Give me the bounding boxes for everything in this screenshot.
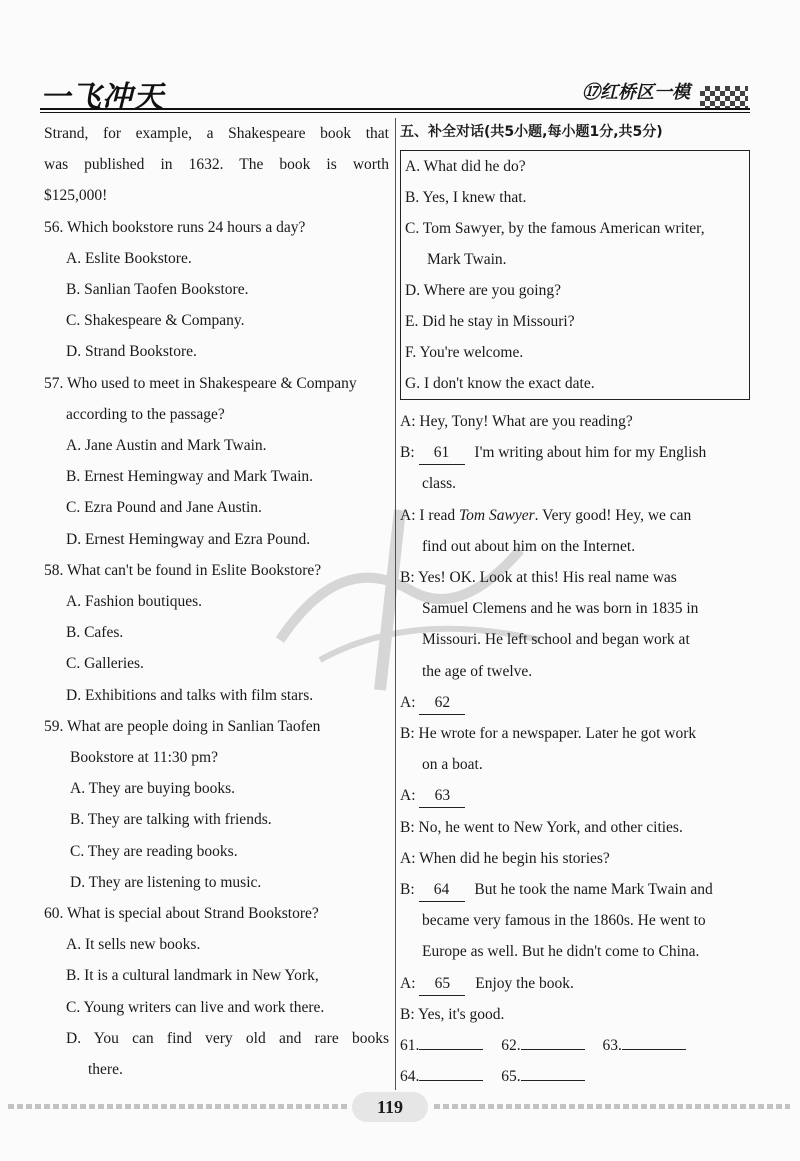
answer-field-63[interactable]	[622, 1033, 686, 1050]
option: C. Galleries.	[66, 655, 144, 673]
dialog-option: F. You're welcome.	[405, 344, 524, 361]
option: B. They are talking with friends.	[70, 811, 272, 829]
dialog-text: A: I read	[400, 506, 459, 524]
option: A. They are buying books.	[70, 780, 236, 798]
dialog-line: B: Yes, it's good.	[400, 1005, 505, 1023]
option: C. Ezra Pound and Jane Austin.	[66, 499, 262, 517]
answer-field-64[interactable]	[419, 1064, 483, 1081]
option: B. Cafes.	[66, 624, 124, 642]
question-58: 58. What can't be found in Eslite Bookstore?	[44, 561, 322, 579]
option: B. Ernest Hemingway and Mark Twain.	[66, 468, 314, 486]
dialog-line: find out about him on the Internet.	[422, 537, 636, 555]
answer-field-62[interactable]	[521, 1033, 585, 1050]
column-divider	[395, 118, 396, 1090]
brand-logo: 一飞冲天	[40, 80, 164, 115]
dialog-line: Missouri. He left school and began work at	[422, 631, 690, 649]
dialog-option: G. I don't know the exact date.	[405, 375, 595, 392]
speaker: B:	[400, 881, 415, 899]
footer-band-left	[8, 1104, 348, 1109]
dialog-line	[400, 687, 750, 718]
dialog-line: class.	[422, 475, 457, 493]
dialog-line: the age of twelve.	[422, 662, 533, 680]
answer-row	[400, 1030, 750, 1061]
speaker: A:	[400, 693, 416, 711]
dialog-line: on a boat.	[422, 756, 483, 774]
question-56: 56. Which bookstore runs 24 hours a day?	[44, 218, 306, 236]
dialog-option-cont: Mark Twain.	[427, 251, 507, 268]
blank-61: 61	[419, 442, 465, 465]
option: A. Fashion boutiques.	[66, 593, 203, 611]
dialog-option: C. Tom Sawyer, by the famous American writer,	[405, 220, 705, 237]
question-59-cont: Bookstore at 11:30 pm?	[70, 749, 218, 767]
dialog-option: E. Did he stay in Missouri?	[405, 313, 575, 330]
answer-label: 61.	[400, 1037, 420, 1055]
dialog-text: . Very good! Hey, we can	[534, 506, 692, 524]
answer-field-65[interactable]	[521, 1064, 585, 1081]
option: C. Shakespeare & Company.	[66, 312, 245, 330]
dialog-line: B: No, he went to New York, and other cities.	[400, 818, 683, 836]
dialog-option: B. Yes, I knew that.	[405, 189, 527, 206]
page-header	[40, 72, 760, 115]
question-60: 60. What is special about Strand Bookstore?	[44, 905, 319, 923]
section-tag: ⑰红桥区一模	[582, 82, 690, 103]
options-box	[400, 150, 750, 400]
option: D. Strand Bookstore.	[66, 343, 197, 361]
option: B. It is a cultural landmark in New York,	[66, 967, 319, 985]
answer-row	[400, 1061, 750, 1092]
speaker: A:	[400, 974, 416, 992]
blank-63: 63	[419, 785, 465, 808]
dialog-line: A: Hey, Tony! What are you reading?	[400, 413, 633, 430]
dialog-line: Samuel Clemens and he was born in 1835 in	[422, 600, 699, 618]
dialog-line: Europe as well. But he didn't come to China.	[422, 943, 700, 961]
header-rule-thin	[40, 112, 750, 113]
question-59: 59. What are people doing in Sanlian Taofen	[44, 717, 321, 735]
dialog-line: A: When did he begin his stories?	[400, 849, 610, 867]
blank-62: 62	[419, 692, 465, 715]
dialog-line	[400, 968, 750, 999]
answer-label: 62.	[501, 1037, 521, 1055]
answer-label: 65.	[501, 1068, 521, 1086]
answer-label: 63.	[602, 1037, 622, 1055]
question-57-cont: according to the passage?	[66, 405, 225, 423]
intro-line: Strand, for example, a Shakespeare book that	[44, 125, 389, 142]
dialog-line	[400, 437, 750, 468]
option: A. Jane Austin and Mark Twain.	[66, 437, 267, 455]
speaker: B:	[400, 444, 415, 462]
intro-line: was published in 1632. The book is worth	[44, 156, 389, 174]
option: B. Sanlian Taofen Bookstore.	[66, 281, 249, 299]
dialog-text: Enjoy the book.	[475, 974, 574, 992]
dialog-line: B: Yes! OK. Look at this! His real name was	[400, 569, 677, 587]
answer-label: 64.	[400, 1068, 420, 1086]
dialog-option: D. Where are you going?	[405, 282, 561, 299]
dialog-text: I'm writing about him for my English	[474, 444, 707, 462]
left-column	[44, 118, 389, 1085]
page-number: 119	[352, 1092, 428, 1122]
option: D. They are listening to music.	[70, 873, 262, 891]
option-cont: there.	[88, 1061, 123, 1079]
dialog-text: But he took the name Mark Twain and	[474, 881, 713, 899]
dialog-option: A. What did he do?	[405, 158, 526, 175]
dialog-line	[400, 500, 750, 531]
dialog-line: B: He wrote for a newspaper. Later he got work	[400, 725, 697, 743]
option: C. They are reading books.	[70, 842, 238, 860]
footer-band-right	[434, 1104, 790, 1109]
page-footer	[0, 1092, 800, 1122]
blank-65: 65	[419, 973, 465, 996]
question-57: 57. Who used to meet in Shakespeare & Company	[44, 374, 357, 392]
section-title: 五、补全对话(共5小题,每小题1分,共5分)	[400, 124, 663, 140]
option: A. It sells new books.	[66, 936, 201, 954]
option: D. Ernest Hemingway and Ezra Pound.	[66, 530, 311, 548]
right-column	[400, 118, 750, 1092]
checker-decoration	[700, 86, 748, 108]
answer-field-61[interactable]	[419, 1033, 483, 1050]
option: D. Exhibitions and talks with film stars.	[66, 686, 314, 704]
intro-line: $125,000!	[44, 187, 108, 205]
dialog-line	[400, 874, 750, 905]
book-title: Tom Sawyer	[458, 506, 535, 524]
option: A. Eslite Bookstore.	[66, 249, 192, 267]
header-rule	[40, 108, 750, 110]
blank-64: 64	[419, 879, 465, 902]
dialog-line	[400, 780, 750, 811]
option: D. You can find very old and rare books	[66, 1029, 389, 1047]
option: C. Young writers can live and work there.	[66, 998, 325, 1016]
speaker: A:	[400, 787, 416, 805]
dialog-line: became very famous in the 1860s. He went to	[422, 912, 706, 930]
